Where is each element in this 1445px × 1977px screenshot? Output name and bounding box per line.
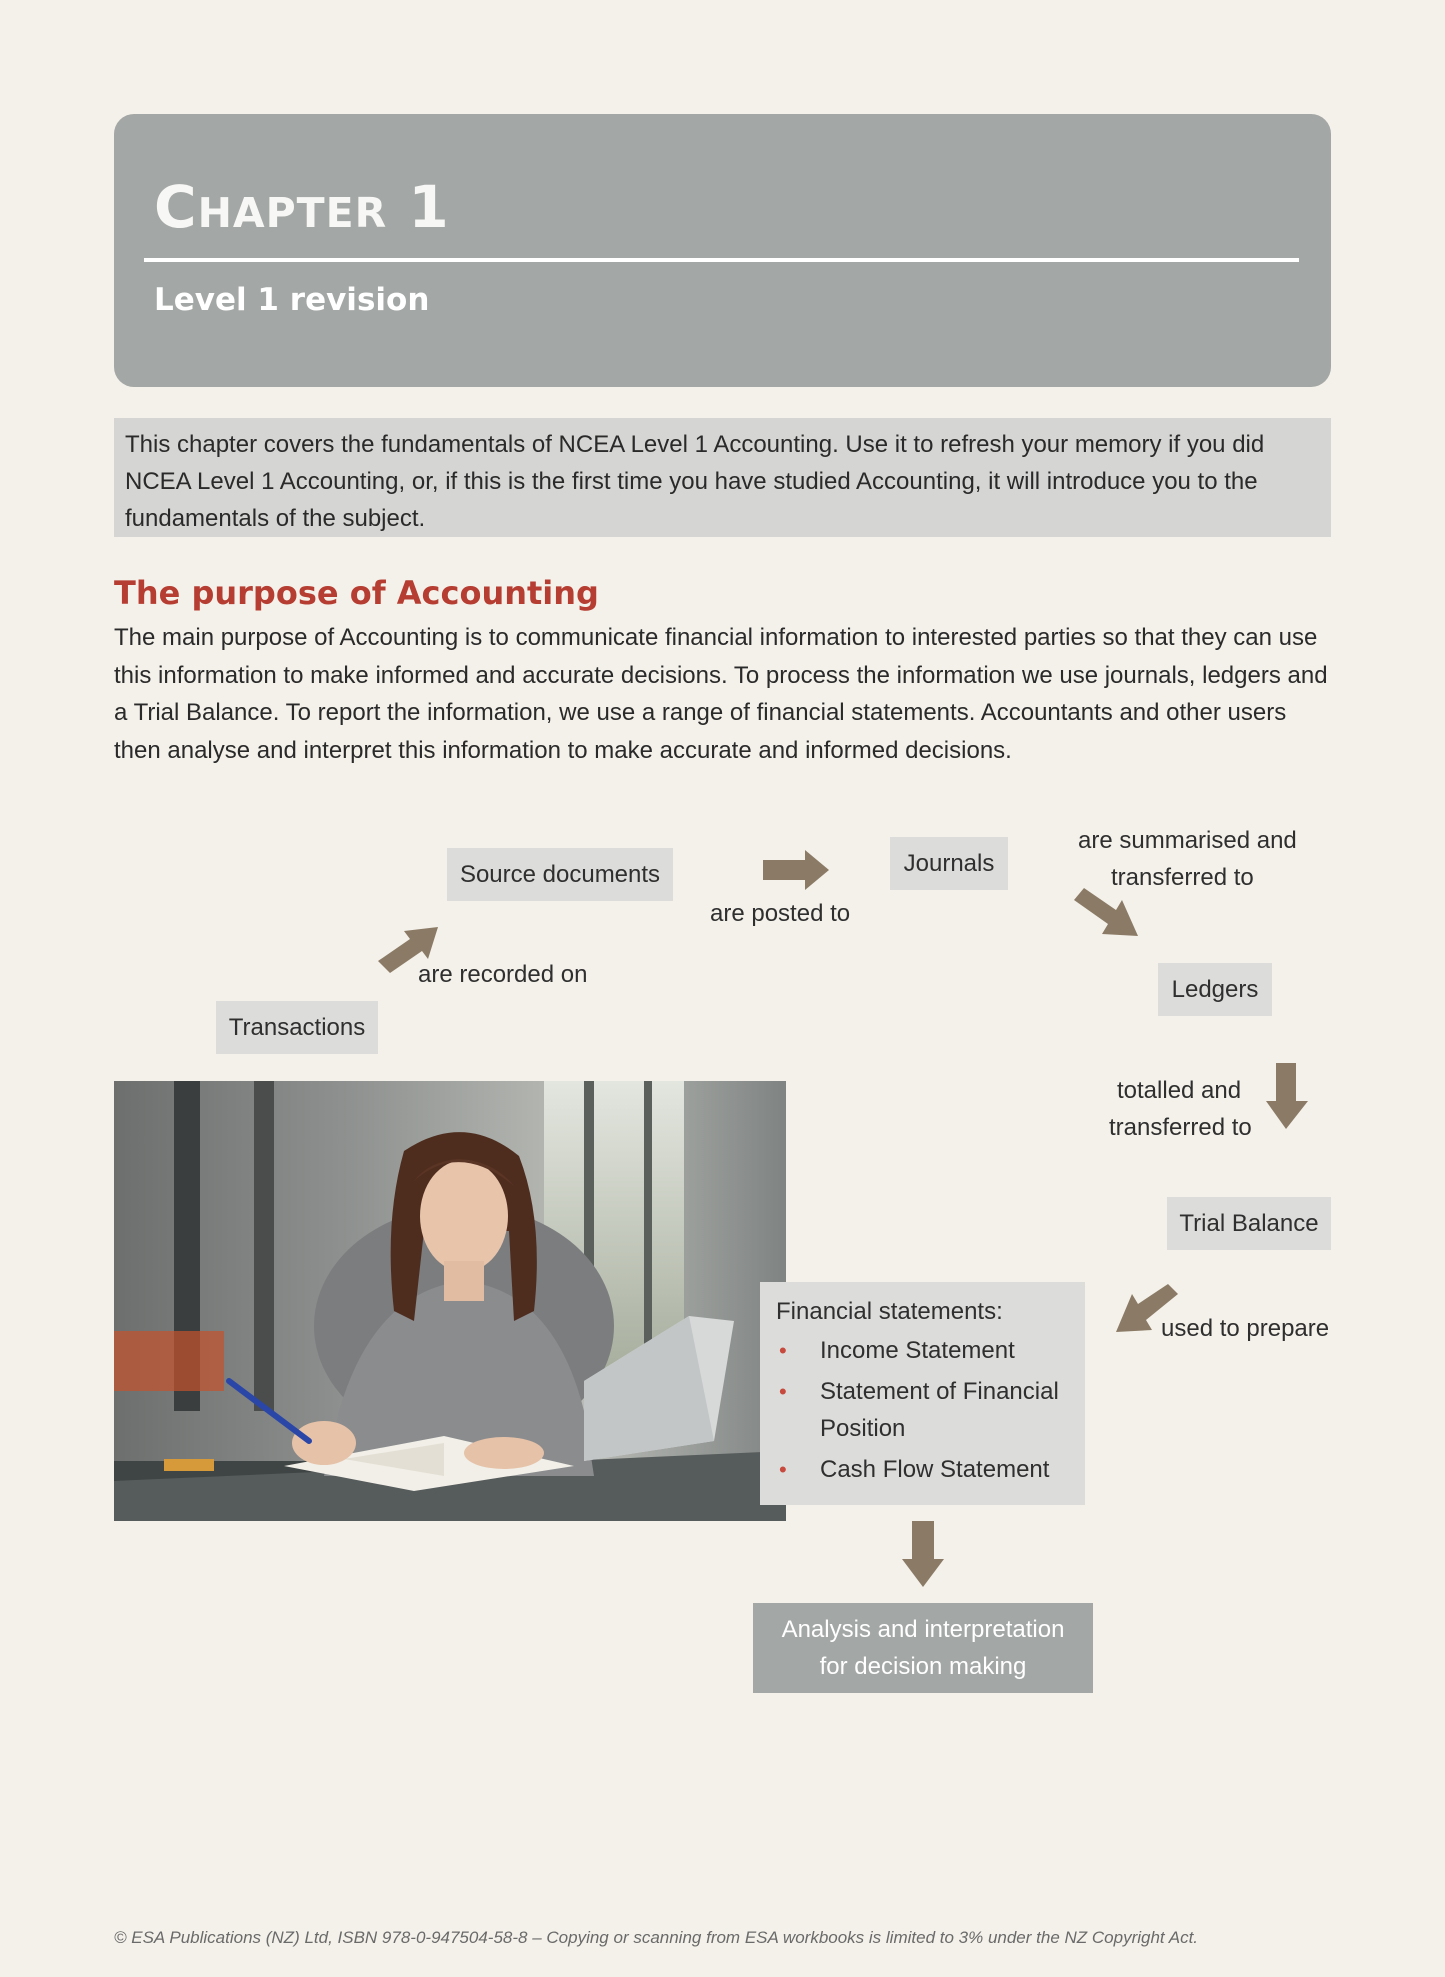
financial-statements-box <box>760 1282 1085 1505</box>
chapter-divider <box>144 258 1299 262</box>
journals-box: Journals <box>890 837 1008 890</box>
label-summarised-line2: transferred to <box>1111 864 1254 891</box>
financial-statements-heading: Financial statements: <box>776 1298 1003 1325</box>
label-recorded-on: are recorded on <box>418 961 588 988</box>
label-used-to-prepare: used to prepare <box>1161 1315 1330 1342</box>
student-studying-photo <box>114 1081 786 1521</box>
chapter-title: Chapter 1 <box>154 173 450 241</box>
list-item: • Income Statement <box>776 1332 1073 1369</box>
trial-balance-box: Trial Balance <box>1167 1197 1331 1250</box>
label-totalled-line1: totalled and <box>1117 1077 1242 1104</box>
arrow-down-icon <box>1264 1061 1310 1131</box>
list-item: • Cash Flow Statement <box>776 1451 1073 1488</box>
analysis-line2: for decision making <box>819 1653 1027 1680</box>
footer-copyright: © ESA Publications (NZ) Ltd, ISBN 978-0-947504-58-8 – Copying or scanning from ESA workbooks is limited to 3% under the NZ Copyright Act. <box>114 1928 1199 1947</box>
transactions-box: Transactions <box>216 1001 378 1054</box>
financial-statements-list <box>776 1332 1073 1488</box>
arrow-down-right-icon <box>1072 884 1142 940</box>
arrow-right-icon <box>761 848 831 892</box>
analysis-line1: Analysis and interpretation <box>781 1616 1065 1643</box>
arrow-down-icon <box>900 1519 946 1589</box>
section-body: The main purpose of Accounting is to communicate financial information to interested parties so that they can use this information to make informed and accurate decisions. To process the information we use journals, ledgers and a Trial Balance. To report the information, we use a range of financial statements. Accountants and other users then analyse and interpret this information to make accurate and informed decisions. <box>114 624 1328 764</box>
label-totalled-line2: transferred to <box>1109 1114 1252 1141</box>
bullet-icon: • <box>779 1379 787 1404</box>
section-heading: The purpose of Accounting <box>114 574 599 612</box>
ledgers-box: Ledgers <box>1158 963 1272 1016</box>
chapter-subtitle: Level 1 revision <box>154 282 430 318</box>
analysis-box <box>753 1603 1093 1693</box>
intro-box: This chapter covers the fundamentals of NCEA Level 1 Accounting. Use it to refresh your memory if you did NCEA Level 1 Accounting, or, if this is the first time you have studied Accounting, it will introduce you to the fundamentals of the subject. <box>114 418 1331 537</box>
bullet-icon: • <box>779 1338 787 1363</box>
source-documents-box: Source documents <box>447 848 673 901</box>
label-summarised-line1: are summarised and <box>1078 827 1297 854</box>
bullet-icon: • <box>779 1457 787 1482</box>
list-item: • Statement of Financial Position <box>776 1373 1073 1447</box>
label-posted-to: are posted to <box>710 900 851 927</box>
chapter-header <box>114 114 1331 387</box>
